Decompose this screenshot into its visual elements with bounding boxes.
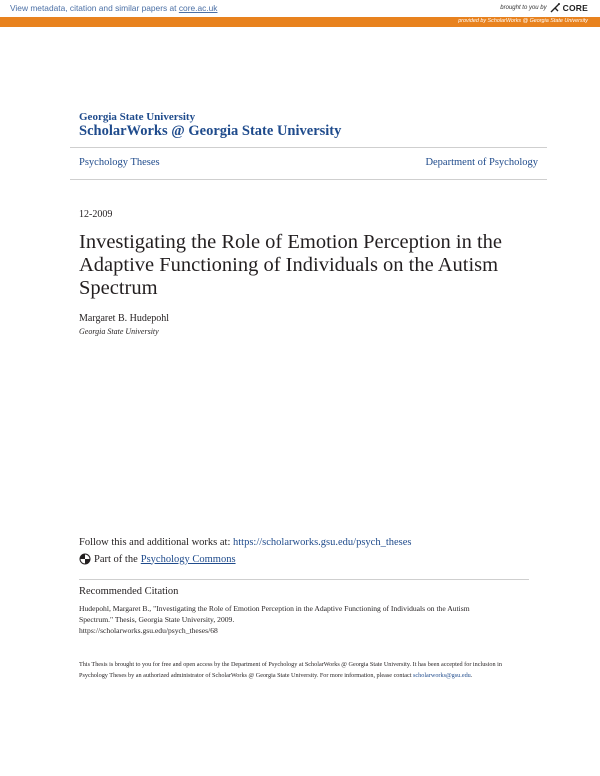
psychology-commons-link[interactable]: Psychology Commons [140,553,236,565]
core-metadata-prefix: View metadata, citation and similar papers at [10,3,179,13]
core-logo-text: CORE [562,3,588,13]
core-logo-icon [550,3,560,13]
bepress-icon [79,553,91,565]
citation-line-1: Hudepohl, Margaret B., "Investigating the Role of Emotion Perception in the Adaptive Functioning of Individuals on the Autism [79,604,470,613]
provided-by-text[interactable]: provided by ScholarWorks @ Georgia State University [458,18,588,24]
core-ac-uk-link[interactable]: core.ac.uk [178,3,218,13]
follow-prefix: Follow this and additional works at: [79,537,233,548]
provided-by-bar [0,17,600,27]
core-banner [0,0,600,17]
part-of-prefix: Part of the [94,553,138,565]
access-statement-end: . [470,671,473,679]
citation-text [79,603,529,636]
core-metadata-link[interactable] [10,3,217,13]
institution-name[interactable]: Georgia State University [79,111,196,123]
publication-date: 12-2009 [79,209,113,220]
divider-top [70,147,547,148]
access-statement-text: This Thesis is brought to you for free and open access by the Department of Psychology at ScholarWorks @ Georgia State University. It has been accepted for inclusion in Psychology Theses by an authorized administrator of ScholarWorks @ Georgia State University. For more information, please contact [79,661,502,679]
collection-link-department[interactable]: Department of Psychology [425,157,538,168]
author-affiliation: Georgia State University [79,327,159,336]
brought-to-you-text: brought to you by [500,5,547,11]
author-name: Margaret B. Hudepohl [79,313,170,324]
part-of-line [79,553,236,565]
citation-line-2: Spectrum." Thesis, Georgia State University, 2009. [79,615,235,624]
collection-link-psychology-theses[interactable]: Psychology Theses [79,157,160,168]
divider-citation [79,579,529,580]
follow-line [79,537,411,548]
document-title: Investigating the Role of Emotion Perception in the Adaptive Functioning of Individuals on the Autism Spectrum [79,231,503,299]
citation-url: https://scholarworks.gsu.edu/psych_theses/68 [79,626,218,635]
divider-bottom [70,179,547,180]
repository-name[interactable]: ScholarWorks @ Georgia State University [79,123,342,139]
citation-heading: Recommended Citation [79,586,179,597]
access-statement [79,660,529,681]
contact-email-link[interactable]: scholarworks@gsu.edu [412,671,471,679]
core-branding[interactable] [500,3,588,13]
follow-url-link[interactable]: https://scholarworks.gsu.edu/psych_theses [233,537,412,548]
